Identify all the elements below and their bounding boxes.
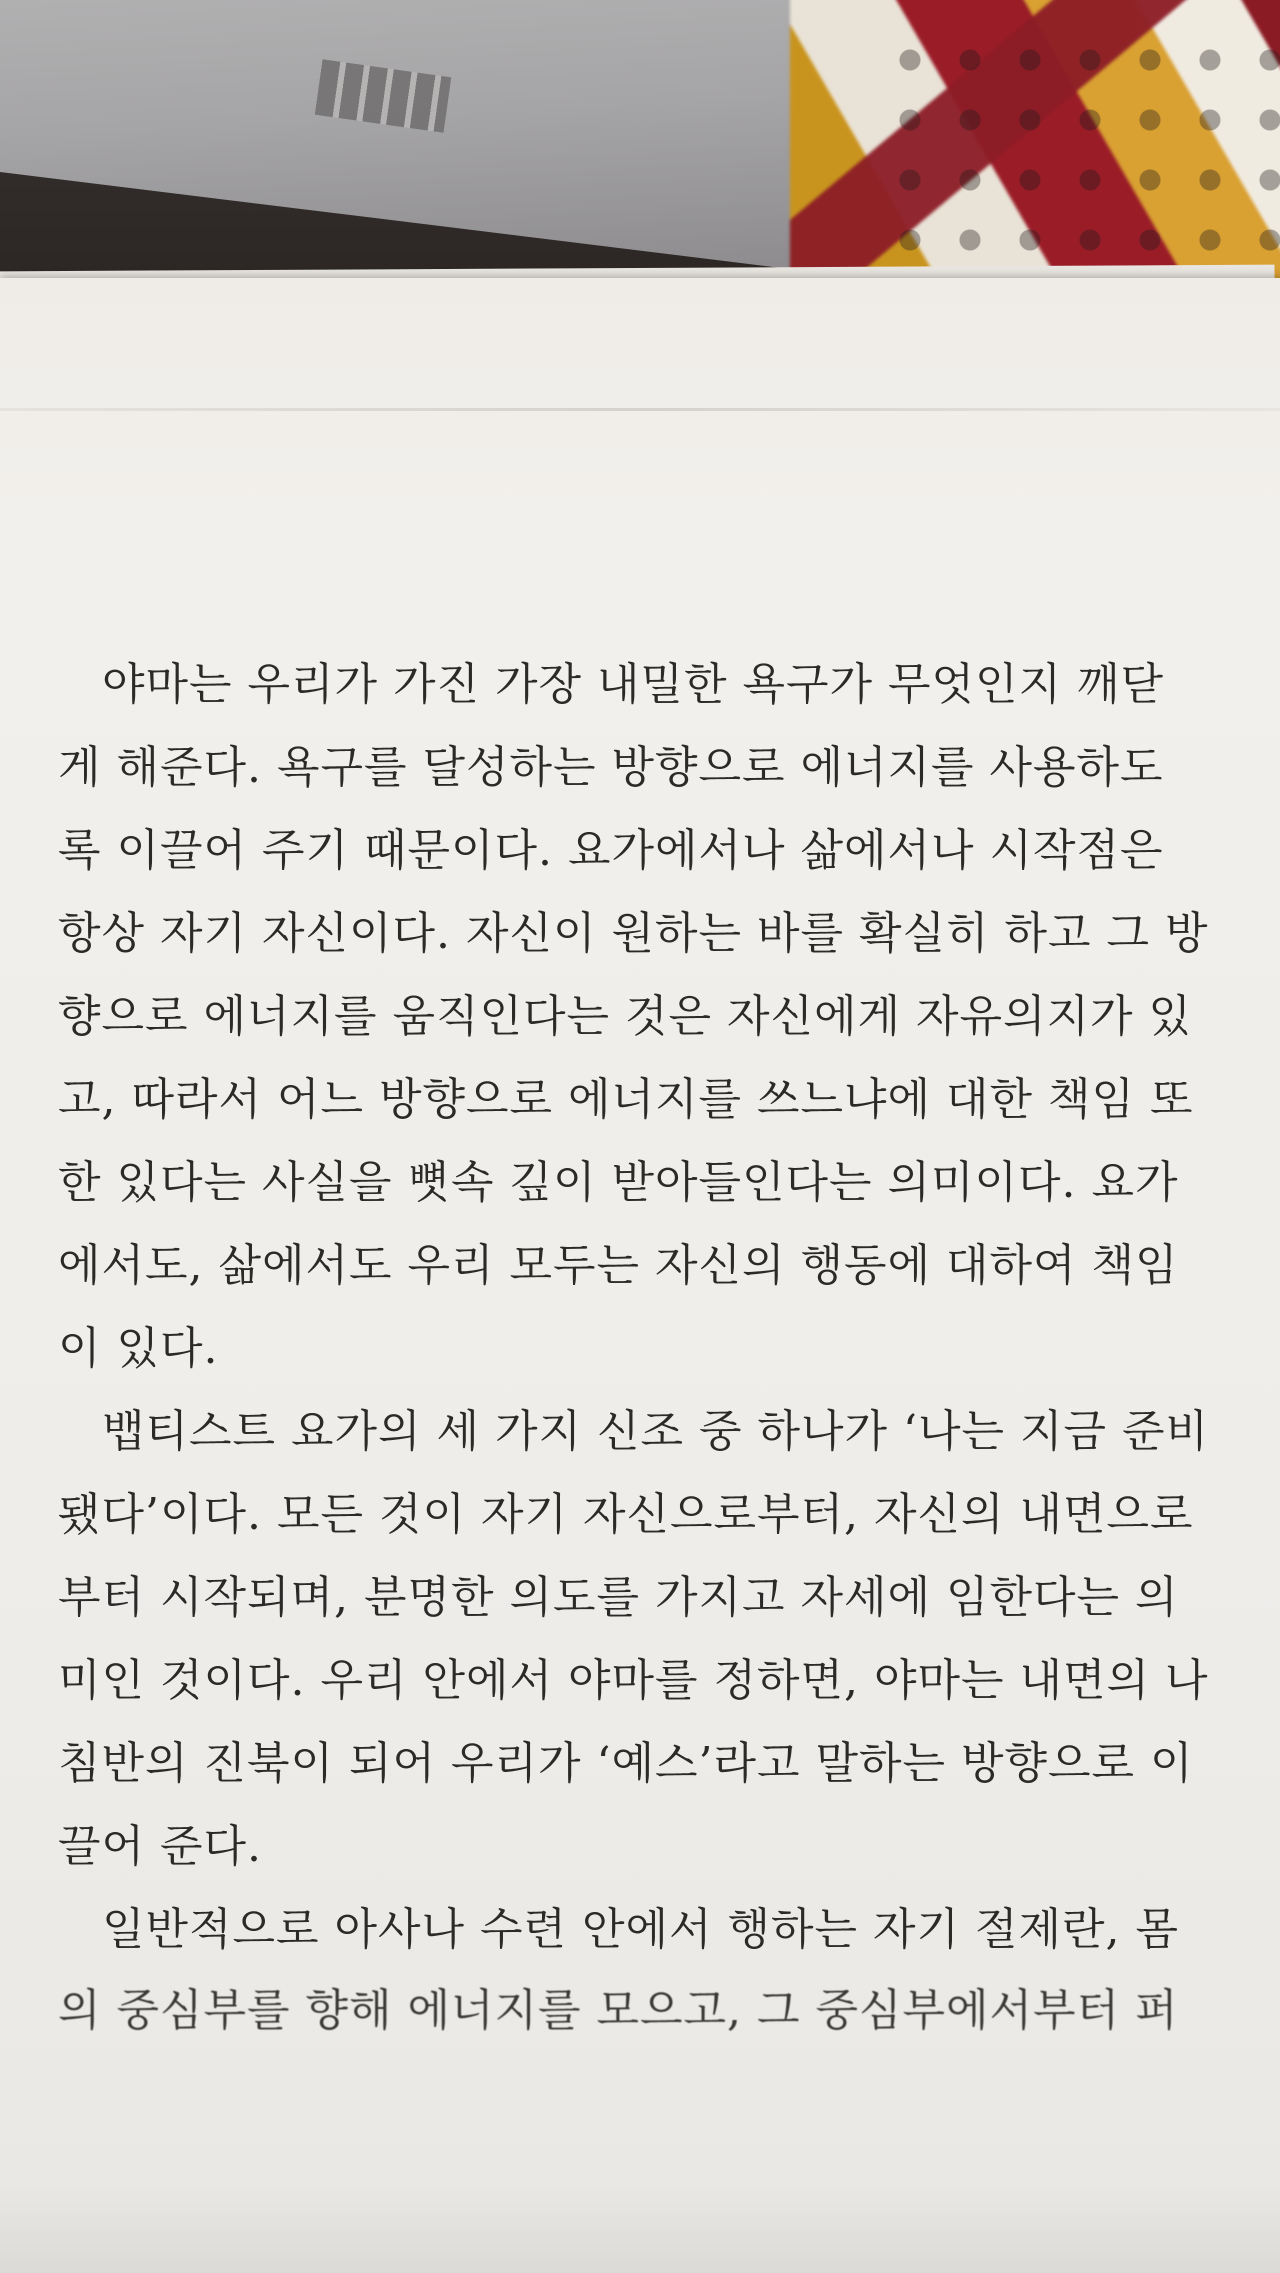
text-line: 게 해준다. 욕구를 달성하는 방향으로 에너지를 사용하도 <box>58 742 1164 793</box>
text-line: 향으로 에너지를 움직인다는 것은 자신에게 자유의지가 있 <box>58 991 1193 1042</box>
page-fold-line <box>0 408 1280 411</box>
bottom-shadow <box>0 2180 1280 2273</box>
text-line: 이 있다. <box>58 1323 219 1374</box>
text-line: 뱁티스트 요가의 세 가지 신조 중 하나가 ‘나는 지금 준비 <box>102 1406 1209 1457</box>
text-line: 미인 것이다. 우리 안에서 야마를 정하면, 야마는 내면의 나 <box>58 1655 1209 1706</box>
background-fabric-pattern <box>880 30 1280 270</box>
text-line: 에서도, 삶에서도 우리 모두는 자신의 행동에 대하여 책임 <box>58 1240 1179 1291</box>
text-line: 일반적으로 아사나 수련 안에서 행하는 자기 절제란, 몸 <box>102 1904 1179 1955</box>
text-line: 고, 따라서 어느 방향으로 에너지를 쓰느냐에 대한 책임 또 <box>58 1074 1194 1125</box>
text-line: 부터 시작되며, 분명한 의도를 가지고 자세에 임한다는 의 <box>58 1572 1179 1623</box>
text-line: 의 중심부를 향해 에너지를 모으고, 그 중심부에서부터 퍼 <box>58 1985 1179 2036</box>
text-line: 됐다’이다. 모든 것이 자기 자신으로부터, 자신의 내면으로 <box>58 1489 1194 1540</box>
text-line: 야마는 우리가 가진 가장 내밀한 욕구가 무엇인지 깨닫 <box>102 659 1164 710</box>
text-line: 끌어 준다. <box>58 1821 262 1872</box>
text-line: 침반의 진북이 되어 우리가 ‘예스’라고 말하는 방향으로 이 <box>58 1738 1194 1789</box>
text-line: 록 이끌어 주기 때문이다. 요가에서나 삶에서나 시작점은 <box>58 825 1164 876</box>
text-line: 한 있다는 사실을 뼛속 깊이 받아들인다는 의미이다. 요가 <box>58 1157 1179 1208</box>
text-line: 항상 자기 자신이다. 자신이 원하는 바를 확실히 하고 그 방 <box>58 908 1209 959</box>
